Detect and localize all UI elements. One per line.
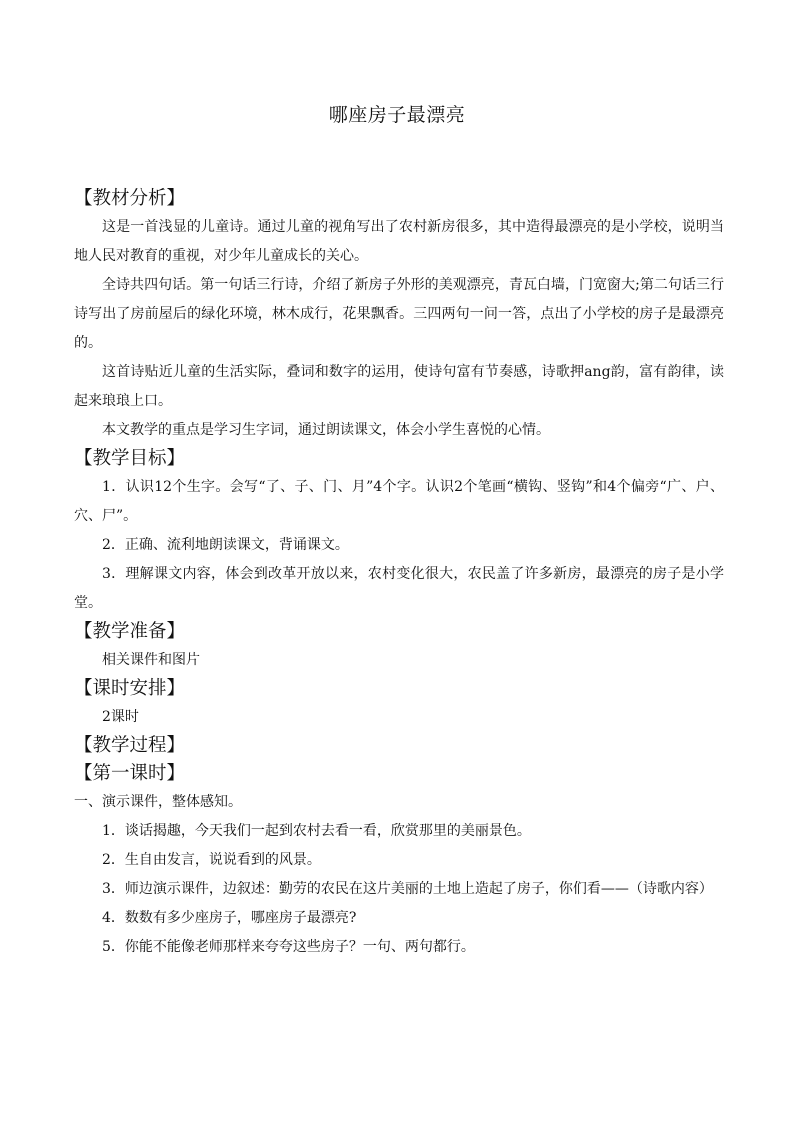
analysis-paragraph-4: 本文教学的重点是学习生字词，通过朗读课文，体会小学生喜悦的心情。 [102,422,550,438]
document-title: 哪座房子最漂亮 [328,104,466,126]
schedule-paragraph-1: 2课时 [102,709,139,725]
lesson1-paragraph-4: 4．数数有多少座房子，哪座房子最漂亮? [102,910,357,926]
heading-analysis: 【教材分析】 [74,188,186,209]
document-body [74,185,724,962]
analysis-paragraph-2: 全诗共四句话。第一句话三行诗，介绍了新房子外形的美观漂亮，青瓦白墙，门宽窗大;第二句话三行诗写出了房前屋后的绿化环境，林木成行，花果飘香。三四两句一问一答，点出了小学校的房子是最漂亮的。 [74,277,724,351]
lesson1-step-title: 一、演示课件，整体感知。 [74,794,242,810]
goals-paragraph-3: 3．理解课文内容，体会到改革开放以来，农村变化很大，农民盖了许多新房，最漂亮的房子是小学堂。 [74,566,724,611]
heading-lesson1: 【第一课时】 [74,763,186,784]
preparation-paragraph-1: 相关课件和图片 [102,652,200,668]
goals-paragraph-2: 2．正确、流利地朗读课文，背诵课文。 [102,537,349,553]
analysis-paragraph-1: 这是一首浅显的儿童诗。通过儿童的视角写出了农村新房很多，其中造得最漂亮的是小学校，说明当地人民对教育的重视，对少年儿童成长的关心。 [74,219,724,264]
heading-process: 【教学过程】 [74,735,186,756]
heading-goals: 【教学目标】 [74,448,186,469]
analysis-paragraph-3: 这首诗贴近儿童的生活实际，叠词和数字的运用，使诗句富有节奏感，诗歌押ang韵，富有韵律，读起来琅琅上口。 [74,364,724,409]
lesson1-paragraph-3: 3．师边演示课件，边叙述：勤劳的农民在这片美丽的土地上造起了房子，你们看——（诗歌内容） [102,881,713,897]
lesson1-paragraph-5: 5．你能不能像老师那样来夸夸这些房子？一句、两句都行。 [102,939,475,955]
goals-paragraph-1: 1．认识12个生字。会写“了、子、门、月”4个字。认识2个笔画“横钩、竖钩”和4个偏旁“广、户、穴、尸”。 [74,479,724,524]
lesson1-paragraph-2: 2．生自由发言，说说看到的风景。 [102,852,321,868]
heading-preparation: 【教学准备】 [74,621,186,642]
heading-schedule: 【课时安排】 [74,678,186,699]
lesson1-paragraph-1: 1．谈话揭趣，今天我们一起到农村去看一看，欣赏那里的美丽景色。 [102,823,531,839]
